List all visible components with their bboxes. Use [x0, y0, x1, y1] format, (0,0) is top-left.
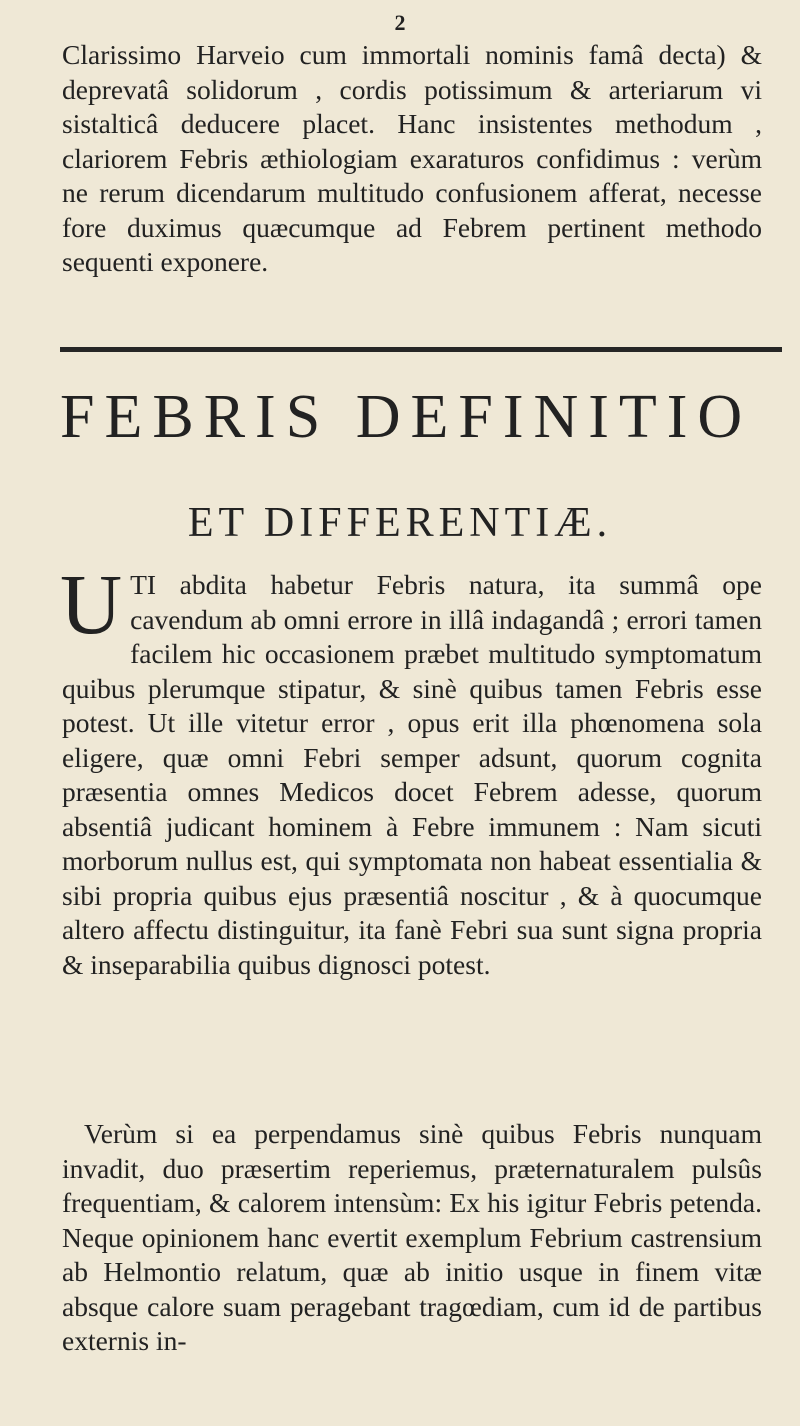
section-heading: FEBRIS DEFINITIO [60, 383, 753, 451]
section-subheading: ET DIFFERENTIÆ. [187, 500, 613, 546]
drop-cap: U [60, 556, 123, 652]
page-number: 2 [394, 10, 406, 35]
body-paragraph-first [60, 556, 762, 982]
first-paragraph-text: TI abdita habetur Febris natura, ita summâ ope cavendum ab omni errore in illâ indagandâ ; errori tamen facilem hic occasionem præbet multitudo symptomatum quibus plerumque stipatur, & sinè quibus tamen Febris esse potest. Ut ille vitetur error , opus erit illa phœnomena sola eligere, quæ omni Febri semper adsunt, quorum cognita præsentia omnes Medicos docet Febrem adesse, quorum absentiâ judicant hominem à Febre immunem : Nam sicuti morborum nullus est, qui symptomata non habeat essentialia & sibi propria quibus ejus præsentiâ noscitur , & à quocumque altero affectu distinguitur, ita fanè Febri sua sunt signa propria & inseparabilia quibus dignosci potest. [62, 569, 762, 980]
body-paragraph-second: Verùm si ea perpendamus sinè quibus Febris nunquam invadit, duo præsertim reperiemus, præternaturalem pulsûs frequentiam, & calorem intensùm: Ex his igitur Febris petenda. Neque opinionem hanc evertit exemplum Febrium castrensium ab Helmontio relatum, quæ ab initio usque in finem vitæ absque calore suam peragebant tragœdiam, cum id de partibus externis in- [62, 1118, 762, 1356]
section-rule [60, 347, 782, 352]
intro-paragraph: Clarissimo Harveio cum immortali nominis famâ decta) & deprevatâ solidorum , cordis potissimum & arteriarum vi sistalticâ deducere placet. Hanc insistentes methodum , clariorem Febris æthiologiam exaraturos confidimus : verùm ne rerum dicendarum multitudo confusionem afferat, necesse fore duximus quæcumque ad Febrem pertinent methodo sequenti exponere. [62, 39, 762, 277]
